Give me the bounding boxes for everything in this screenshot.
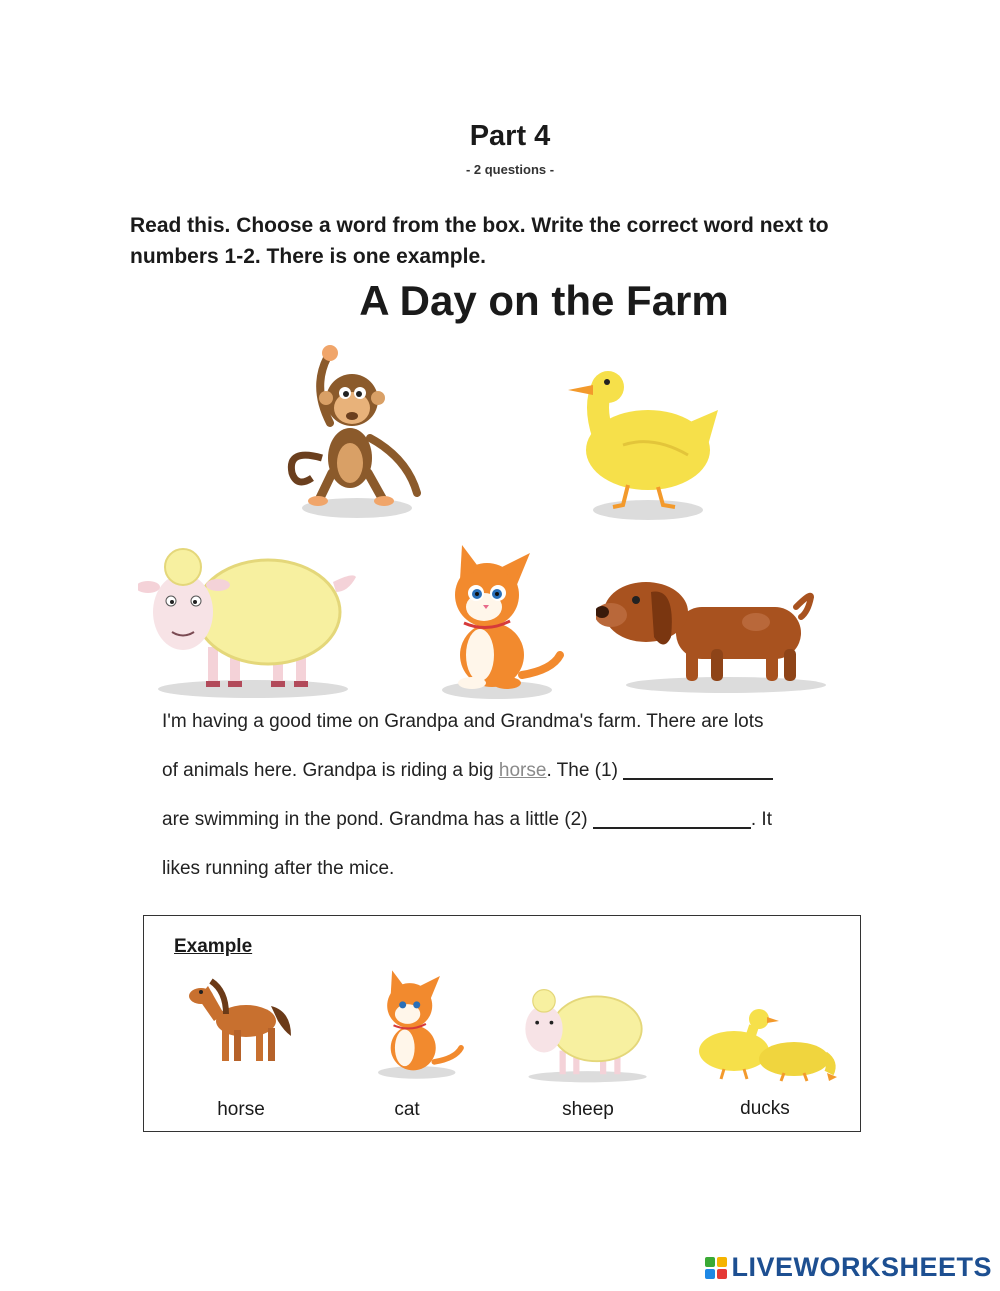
logo-square-1 bbox=[705, 1257, 715, 1267]
cat-icon bbox=[371, 966, 466, 1086]
story-line-4: likes running after the mice. bbox=[162, 858, 395, 879]
liveworksheets-icon bbox=[705, 1257, 727, 1279]
word-cat: cat bbox=[394, 1099, 420, 1120]
ducks-icon bbox=[689, 1001, 839, 1086]
word-horse: horse bbox=[217, 1099, 265, 1120]
logo-square-2 bbox=[717, 1257, 727, 1267]
part-title: Part 4 bbox=[469, 120, 551, 152]
story-line-3-start: are swimming in the pond. Grandma has a little (2) bbox=[162, 809, 593, 830]
story-line-2-start: of animals here. Grandpa is riding a big bbox=[162, 760, 499, 781]
story-line-3-end: . It bbox=[750, 809, 772, 830]
example-answer: horse bbox=[498, 760, 547, 781]
story-line-2 bbox=[162, 754, 862, 803]
sheep-icon bbox=[138, 537, 363, 702]
duck-icon bbox=[563, 365, 723, 525]
question-count: - 2 questions - bbox=[465, 162, 555, 177]
instructions: Read this. Choose a word from the box. Write the correct word next to numbers 1-2. There is one example. bbox=[130, 214, 829, 268]
story-text bbox=[162, 705, 862, 901]
word-sheep: sheep bbox=[562, 1099, 614, 1120]
story-title: A Day on the Farm bbox=[359, 277, 729, 324]
logo-square-4 bbox=[717, 1269, 727, 1279]
brand-text: LIVEWORKSHEETS bbox=[731, 1252, 992, 1282]
answer-blank-2[interactable] bbox=[593, 805, 751, 829]
story-line-2-end: . The (1) bbox=[546, 760, 624, 781]
answer-blank-1[interactable] bbox=[623, 756, 773, 780]
story-line-3 bbox=[162, 803, 862, 852]
dog-icon bbox=[596, 567, 831, 697]
logo-square-3 bbox=[705, 1269, 715, 1279]
cat-icon bbox=[432, 545, 567, 703]
word-ducks: ducks bbox=[740, 1098, 790, 1119]
horse-icon bbox=[186, 976, 296, 1071]
brand-logo bbox=[705, 1252, 992, 1283]
sheep-icon bbox=[516, 981, 656, 1086]
story-line-1: I'm having a good time on Grandpa and Grandma's farm. There are lots bbox=[162, 711, 764, 732]
example-label: Example bbox=[174, 936, 253, 957]
monkey-icon bbox=[282, 338, 432, 523]
word-box bbox=[143, 915, 861, 1132]
